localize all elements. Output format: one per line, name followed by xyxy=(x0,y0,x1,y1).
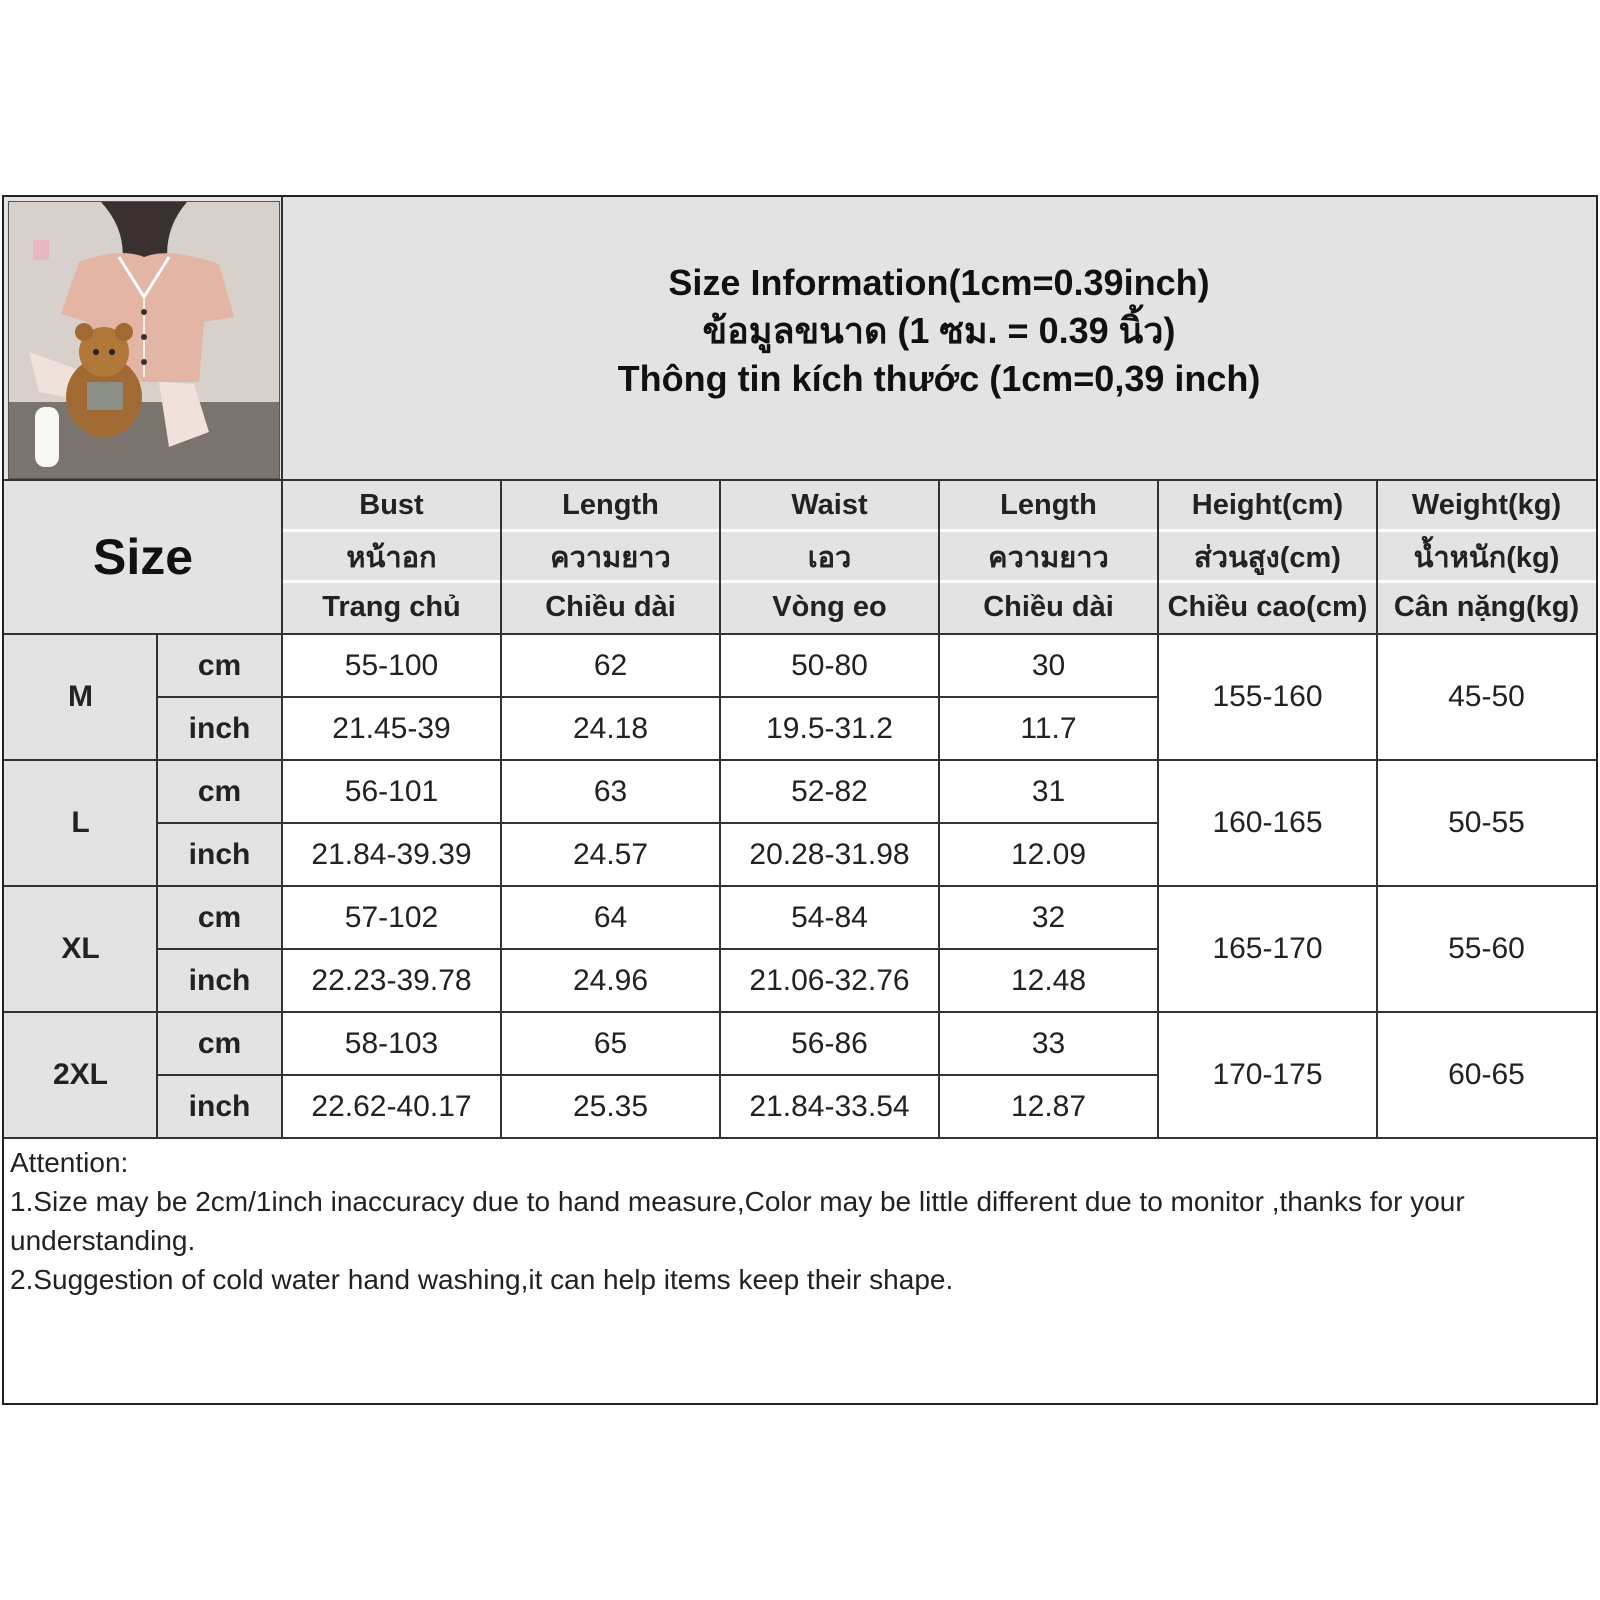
unit-label-cm: cm xyxy=(197,900,242,934)
unit-label-inch: inch xyxy=(188,963,251,997)
unit-label-cm: cm xyxy=(197,648,242,682)
column-header-bust-th: หน้าอก xyxy=(346,541,437,574)
unit-label-inch: inch xyxy=(188,711,251,745)
column-header-height-en: Height(cm) xyxy=(1191,489,1344,521)
notes-item-2: 2.Suggestion of cold water hand washing,it can help items keep their shape. xyxy=(10,1264,954,1295)
grid-line xyxy=(157,822,1158,824)
table-cell: 56-86 xyxy=(791,1026,868,1060)
height-cell: 155-160 xyxy=(1212,680,1323,713)
grid-line xyxy=(4,759,1596,761)
table-cell: 52-82 xyxy=(791,774,868,808)
table-cell: 57-102 xyxy=(344,900,439,934)
table-cell: 64 xyxy=(593,900,628,934)
table-cell: 33 xyxy=(1031,1026,1066,1060)
grid-line xyxy=(4,479,1596,481)
size-label-2xl: 2XL xyxy=(52,1058,109,1091)
column-header-weight-th: น้ำหนัก(kg) xyxy=(1413,541,1560,574)
title-thai: ข้อมูลขนาด (1 ซม. = 0.39 นิ้ว) xyxy=(702,310,1176,351)
column-header-length-en: Length xyxy=(562,489,659,521)
grid-line xyxy=(4,885,1596,887)
table-cell: 22.62-40.17 xyxy=(311,1089,472,1123)
column-header-bust-en: Bust xyxy=(359,489,424,521)
size-label-l: L xyxy=(71,806,90,839)
weight-cell: 50-55 xyxy=(1448,806,1525,839)
product-photo xyxy=(8,201,280,479)
weight-cell: 55-60 xyxy=(1448,932,1525,965)
weight-cell: 45-50 xyxy=(1448,680,1525,713)
column-header-weight-en: Weight(kg) xyxy=(1411,489,1562,521)
height-cell: 165-170 xyxy=(1212,932,1323,965)
grid-line xyxy=(157,1074,1158,1076)
grid-line xyxy=(4,633,1596,635)
column-header-height-vi: Chiều cao(cm) xyxy=(1167,591,1368,623)
grid-line xyxy=(281,197,283,1138)
grid-line xyxy=(1376,480,1378,1138)
table-cell: 24.96 xyxy=(572,963,649,997)
table-cell: 21.45-39 xyxy=(332,711,451,745)
table-cell: 20.28-31.98 xyxy=(749,837,910,871)
unit-label-inch: inch xyxy=(188,1089,251,1123)
column-header-waist-th: เอว xyxy=(807,541,852,574)
table-cell: 62 xyxy=(593,648,628,682)
grid-line xyxy=(4,1137,1596,1139)
table-cell: 12.48 xyxy=(1010,963,1087,997)
column-header-length-th: ความยาว xyxy=(550,541,671,574)
column-header-waist-en: Waist xyxy=(791,489,868,521)
table-cell: 19.5-31.2 xyxy=(766,711,893,745)
product-photo-illustration xyxy=(9,202,280,479)
table-cell: 21.06-32.76 xyxy=(749,963,910,997)
column-header-pants-length-en: Length xyxy=(1000,489,1097,521)
column-header-waist-vi: Vòng eo xyxy=(772,591,887,623)
unit-label-cm: cm xyxy=(197,1026,242,1060)
title-vietnamese: Thông tin kích thước (1cm=0,39 inch) xyxy=(617,358,1261,399)
table-cell: 22.23-39.78 xyxy=(311,963,472,997)
height-cell: 160-165 xyxy=(1212,806,1323,839)
table-cell: 21.84-39.39 xyxy=(311,837,472,871)
table-cell: 65 xyxy=(593,1026,628,1060)
table-cell: 63 xyxy=(593,774,628,808)
unit-label-inch: inch xyxy=(188,837,251,871)
title-english: Size Information(1cm=0.39inch) xyxy=(668,262,1210,303)
size-header-label: Size xyxy=(92,529,194,585)
attention-notes xyxy=(10,1143,1590,1299)
column-header-bust-vi: Trang chủ xyxy=(322,591,461,623)
table-cell: 30 xyxy=(1031,648,1066,682)
table-cell: 12.87 xyxy=(1010,1089,1087,1123)
notes-item-1: 1.Size may be 2cm/1inch inaccuracy due to hand measure,Color may be little different due to monitor ,thanks for your understanding. xyxy=(10,1186,1465,1256)
column-header-length-vi: Chiều dài xyxy=(545,591,676,623)
table-cell: 24.57 xyxy=(572,837,649,871)
column-header-pants-length-th: ความยาว xyxy=(988,541,1109,574)
table-cell: 21.84-33.54 xyxy=(749,1089,910,1123)
table-cell: 24.18 xyxy=(572,711,649,745)
unit-label-cm: cm xyxy=(197,774,242,808)
grid-line xyxy=(4,1011,1596,1013)
table-cell: 32 xyxy=(1031,900,1066,934)
grid-line xyxy=(719,480,721,1138)
table-cell: 25.35 xyxy=(572,1089,649,1123)
table-cell: 56-101 xyxy=(344,774,439,808)
column-header-pants-length-vi: Chiều dài xyxy=(983,591,1114,623)
table-cell: 54-84 xyxy=(791,900,868,934)
grid-line xyxy=(156,634,158,1138)
table-cell: 58-103 xyxy=(344,1026,439,1060)
size-label-xl: XL xyxy=(61,932,100,965)
column-header-weight-vi: Cân nặng(kg) xyxy=(1393,591,1580,623)
grid-line xyxy=(157,948,1158,950)
grid-line xyxy=(157,696,1158,698)
grid-line xyxy=(938,480,940,1138)
height-cell: 170-175 xyxy=(1212,1058,1323,1091)
column-header-height-th: ส่วนสูง(cm) xyxy=(1194,541,1341,574)
notes-heading: Attention: xyxy=(10,1147,129,1178)
table-cell: 31 xyxy=(1031,774,1066,808)
table-cell: 12.09 xyxy=(1010,837,1087,871)
table-cell: 11.7 xyxy=(1020,711,1077,745)
weight-cell: 60-65 xyxy=(1448,1058,1525,1091)
grid-line xyxy=(1157,480,1159,1138)
size-label-m: M xyxy=(68,680,93,713)
table-cell: 50-80 xyxy=(791,648,868,682)
grid-line xyxy=(500,480,502,1138)
size-chart xyxy=(2,195,1598,1405)
table-cell: 55-100 xyxy=(344,648,439,682)
title-block xyxy=(282,259,1596,419)
